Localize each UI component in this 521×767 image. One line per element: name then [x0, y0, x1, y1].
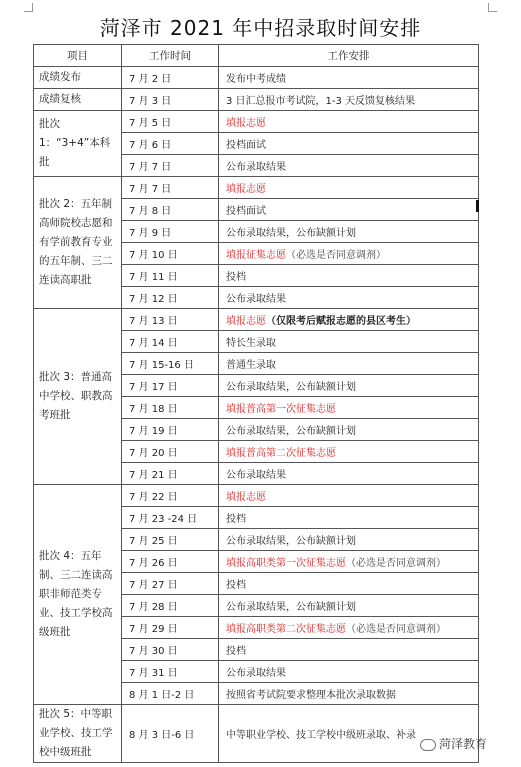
- highlight-text: 填报志愿: [226, 492, 266, 503]
- header-item: 项目: [34, 45, 122, 67]
- header-arrangement: 工作安排: [219, 45, 479, 67]
- task-text: 公布录取结果，公布缺额计划: [226, 228, 356, 239]
- task-text: （仅限考后赋报志愿的县区考生）: [266, 316, 416, 327]
- task-text: 公布录取结果: [226, 294, 286, 305]
- task-cell: [219, 573, 479, 595]
- date-cell: 7 月 27 日: [122, 573, 219, 595]
- date-cell: 7 月 19 日: [122, 419, 219, 441]
- task-text: 公布录取结果，公布缺额计划: [226, 536, 356, 547]
- date-cell: 7 月 12 日: [122, 287, 219, 309]
- table-header-row: [34, 45, 479, 67]
- task-text: 投档面试: [226, 140, 266, 151]
- task-cell: [219, 551, 479, 573]
- task-cell: [219, 705, 479, 763]
- item-cell: 批次 5：中等职业学校、技工学校中级班批: [34, 705, 122, 763]
- task-text: 投档: [226, 272, 246, 283]
- task-cell: [219, 309, 479, 331]
- task-cell: [219, 617, 479, 639]
- task-cell: [219, 507, 479, 529]
- date-cell: 7 月 3 日: [122, 89, 219, 111]
- task-text: 特长生录取: [226, 338, 276, 349]
- table-row: [34, 705, 479, 763]
- table-row: [34, 111, 479, 133]
- task-text: 发布中考成绩: [226, 74, 286, 85]
- task-cell: [219, 639, 479, 661]
- task-cell: [219, 177, 479, 199]
- task-cell: [219, 485, 479, 507]
- date-cell: 7 月 9 日: [122, 221, 219, 243]
- date-cell: 7 月 31 日: [122, 661, 219, 683]
- table-row: [34, 89, 479, 111]
- page-title: 菏泽市 2021 年中招录取时间安排: [99, 16, 422, 40]
- date-cell: 7 月 21 日: [122, 463, 219, 485]
- date-cell: 7 月 14 日: [122, 331, 219, 353]
- task-text: 投档: [226, 514, 246, 525]
- task-cell: [219, 199, 479, 221]
- task-cell: [219, 595, 479, 617]
- highlight-text: 填报高职类第一次征集志愿: [226, 558, 346, 569]
- page-corner-mark: [24, 3, 33, 12]
- highlight-text: 填报普高第一次征集志愿: [226, 404, 336, 415]
- item-cell: 成绩发布: [34, 67, 122, 89]
- date-cell: 7 月 23 -24 日: [122, 507, 219, 529]
- schedule-table: [33, 44, 479, 763]
- task-cell: [219, 133, 479, 155]
- date-cell: 7 月 22 日: [122, 485, 219, 507]
- task-text: 公布录取结果: [226, 668, 286, 679]
- highlight-text: 填报志愿: [226, 184, 266, 195]
- task-text: 中等职业学校、技工学校中级班录取、补录: [226, 730, 416, 741]
- header-time: 工作时间: [122, 45, 219, 67]
- task-text: 投档: [226, 580, 246, 591]
- task-text: （必选是否同意调剂）: [286, 250, 386, 261]
- date-cell: 7 月 29 日: [122, 617, 219, 639]
- highlight-text: 填报志愿: [226, 316, 266, 327]
- date-cell: 7 月 7 日: [122, 155, 219, 177]
- date-cell: 7 月 5 日: [122, 111, 219, 133]
- date-cell: 7 月 2 日: [122, 67, 219, 89]
- date-cell: 7 月 25 日: [122, 529, 219, 551]
- table-row: [34, 67, 479, 89]
- date-cell: 7 月 8 日: [122, 199, 219, 221]
- date-cell: 7 月 7 日: [122, 177, 219, 199]
- date-cell: 7 月 6 日: [122, 133, 219, 155]
- task-text: 公布录取结果: [226, 162, 286, 173]
- date-cell: 8 月 3 日-6 日: [122, 705, 219, 763]
- date-cell: 7 月 18 日: [122, 397, 219, 419]
- task-cell: [219, 265, 479, 287]
- task-text: 公布录取结果，公布缺额计划: [226, 382, 356, 393]
- task-cell: [219, 287, 479, 309]
- table-row: [34, 485, 479, 507]
- highlight-text: 填报志愿: [226, 118, 266, 129]
- table-row: [34, 177, 479, 199]
- date-cell: 7 月 13 日: [122, 309, 219, 331]
- task-cell: [219, 331, 479, 353]
- date-cell: 7 月 10 日: [122, 243, 219, 265]
- task-text: 投档: [226, 646, 246, 657]
- date-cell: 7 月 15-16 日: [122, 353, 219, 375]
- highlight-text: 填报高职类第二次征集志愿: [226, 624, 346, 635]
- task-cell: [219, 155, 479, 177]
- task-cell: [219, 397, 479, 419]
- item-cell: 批次 2：五年制高师院校志愿和有学前教育专业的五年制、三二连读高职批: [34, 177, 122, 309]
- item-cell: 批次 1：“3+4”本科批: [34, 111, 122, 177]
- task-cell: [219, 221, 479, 243]
- date-cell: 7 月 20 日: [122, 441, 219, 463]
- item-cell: 成绩复核: [34, 89, 122, 111]
- wechat-icon: [420, 739, 436, 751]
- date-cell: 7 月 26 日: [122, 551, 219, 573]
- watermark: 菏泽教育: [420, 735, 487, 752]
- task-cell: [219, 67, 479, 89]
- task-cell: [219, 419, 479, 441]
- table-body: [34, 67, 479, 763]
- highlight-text: 填报征集志愿: [226, 250, 286, 261]
- date-cell: 7 月 28 日: [122, 595, 219, 617]
- task-cell: [219, 375, 479, 397]
- task-cell: [219, 463, 479, 485]
- task-cell: [219, 89, 479, 111]
- task-text: （必选是否同意调剂）: [346, 624, 446, 635]
- date-cell: 7 月 30 日: [122, 639, 219, 661]
- page-corner-mark: [488, 3, 497, 12]
- date-cell: 8 月 1 日-2 日: [122, 683, 219, 705]
- task-text: 投档面试: [226, 206, 266, 217]
- task-cell: [219, 243, 479, 265]
- item-cell: 批次 3：普通高中学校、职教高考班批: [34, 309, 122, 485]
- task-cell: [219, 353, 479, 375]
- highlight-text: 填报普高第二次征集志愿: [226, 448, 336, 459]
- task-text: 公布录取结果，公布缺额计划: [226, 426, 356, 437]
- date-cell: 7 月 17 日: [122, 375, 219, 397]
- task-text: （必选是否同意调剂）: [346, 558, 446, 569]
- task-cell: [219, 661, 479, 683]
- task-cell: [219, 529, 479, 551]
- item-cell: 批次 4：五年制、三二连读高职非师范类专业、技工学校高级班批: [34, 485, 122, 705]
- task-text: 普通生录取: [226, 360, 276, 371]
- task-cell: [219, 683, 479, 705]
- task-cell: [219, 111, 479, 133]
- task-text: 按照省考试院要求整理本批次录取数据: [226, 690, 396, 701]
- task-cell: [219, 441, 479, 463]
- cursor-marker: [476, 200, 479, 212]
- date-cell: 7 月 11 日: [122, 265, 219, 287]
- table-row: [34, 309, 479, 331]
- task-text: 公布录取结果，公布缺额计划: [226, 602, 356, 613]
- task-text: 公布录取结果: [226, 470, 286, 481]
- task-text: 3 日汇总报市考试院，1-3 天反馈复核结果: [226, 96, 416, 107]
